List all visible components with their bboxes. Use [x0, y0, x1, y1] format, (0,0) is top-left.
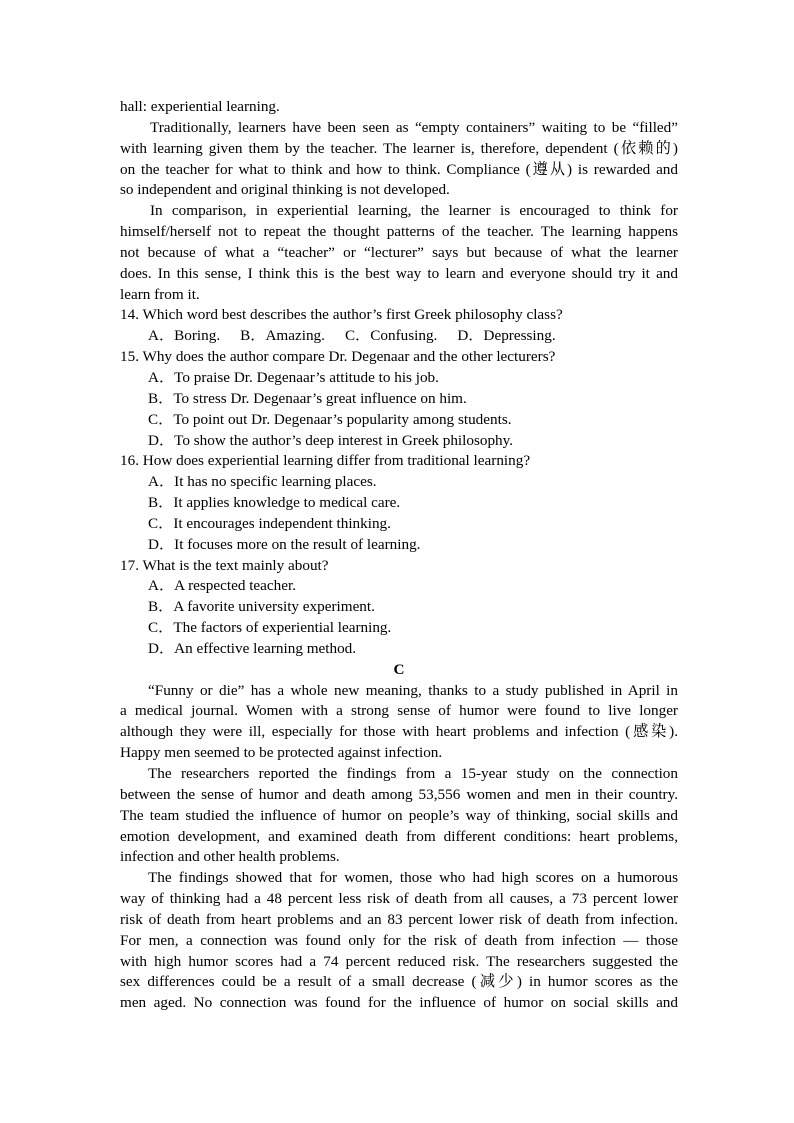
- text-line: “Funny or die” has a whole new meaning, thanks to a study published in April in: [148, 681, 678, 699]
- option-a: A．Boring.: [148, 327, 221, 345]
- question-stem: 15. Why does the author compare Dr. Degenaar and the other lecturers?: [120, 348, 556, 366]
- document-page: [120, 97, 678, 1014]
- text-line: The researchers reported the findings from a 15-year study on the connection: [148, 765, 678, 782]
- text-line: For men, a connection was found only for the risk of death from infection — those: [120, 931, 678, 949]
- text-line: infection and other health problems.: [120, 848, 340, 866]
- text-line: Traditionally, learners have been seen as “empty containers” waiting to be “filled”: [150, 118, 678, 136]
- option-d: D．It focuses more on the result of learning.: [148, 535, 421, 553]
- section-heading: C: [393, 660, 405, 678]
- text-line: a medical journal. Women with a strong sense of humor were found to live longer: [120, 702, 678, 720]
- text-line: although they were ill, especially for those with heart problems and infection (感染).: [120, 723, 678, 741]
- option-c: C．It encourages independent thinking.: [148, 514, 391, 532]
- text-line: learn from it.: [120, 285, 200, 303]
- text-line: In comparison, in experiential learning, the learner is encouraged to think for: [150, 202, 678, 220]
- text-line: hall: experiential learning.: [120, 98, 280, 115]
- option-a: A．It has no specific learning places.: [148, 473, 377, 491]
- question-stem: 17. What is the text mainly about?: [120, 556, 329, 574]
- text-line: so independent and original thinking is not developed.: [120, 181, 450, 199]
- text-line: risk of death from heart problems and an 83 percent lower risk of death from infection.: [120, 910, 678, 928]
- text-line: on the teacher for what to think and how to think. Compliance (遵从) is rewarded and: [120, 160, 678, 178]
- text-line: emotion development, and examined death from different conditions: heart problems,: [120, 827, 678, 845]
- text-line: Happy men seemed to be protected against infection.: [120, 744, 443, 762]
- text-line: with learning given them by the teacher. The learner is, therefore, dependent (依赖的): [120, 139, 678, 157]
- option-d: D．An effective learning method.: [148, 639, 357, 657]
- question-options-row: [120, 326, 678, 347]
- option-a: A．To praise Dr. Degenaar’s attitude to his job.: [148, 368, 439, 386]
- text-line: does. In this sense, I think this is the best way to learn and everyone should try it and: [120, 264, 678, 282]
- question-stem: 16. How does experiential learning differ from traditional learning?: [120, 452, 531, 470]
- text-line: way of thinking had a 48 percent less risk of death from all causes, a 73 percent lower: [120, 890, 678, 908]
- text-line: men aged. No connection was found for the influence of humor on social skills and: [120, 994, 678, 1012]
- option-b: B．To stress Dr. Degenaar’s great influence on him.: [148, 389, 467, 407]
- text-line: himself/herself not to repeat the thought patterns of the teacher. The learning happens: [120, 223, 678, 241]
- option-c: C．The factors of experiential learning.: [148, 619, 392, 637]
- question-stem: 14. Which word best describes the author’s first Greek philosophy class?: [120, 306, 563, 324]
- option-b: B．A favorite university experiment.: [148, 598, 375, 616]
- text-line: The team studied the influence of humor on people’s way of thinking, social skills and: [120, 806, 678, 824]
- text-line: with high humor scores had a 74 percent reduced risk. The researchers suggested the: [120, 952, 678, 970]
- text-line: The findings showed that for women, those who had high scores on a humorous: [148, 869, 678, 887]
- option-d: D．Depressing.: [457, 327, 556, 345]
- option-b: B．Amazing.: [240, 327, 325, 345]
- option-d: D．To show the author’s deep interest in Greek philosophy.: [148, 431, 514, 449]
- option-a: A．A respected teacher.: [148, 577, 297, 595]
- text-line: not because of what a “teacher” or “lecturer” says but because of what the learner: [120, 243, 678, 261]
- text-line: between the sense of humor and death among 53,556 women and men in their country.: [120, 785, 678, 803]
- text-line: sex differences could be a result of a small decrease (减少) in humor scores as the: [120, 973, 678, 991]
- option-c: C．Confusing.: [344, 327, 438, 345]
- option-b: B．It applies knowledge to medical care.: [148, 494, 401, 512]
- option-c: C．To point out Dr. Degenaar’s popularity among students.: [148, 410, 512, 428]
